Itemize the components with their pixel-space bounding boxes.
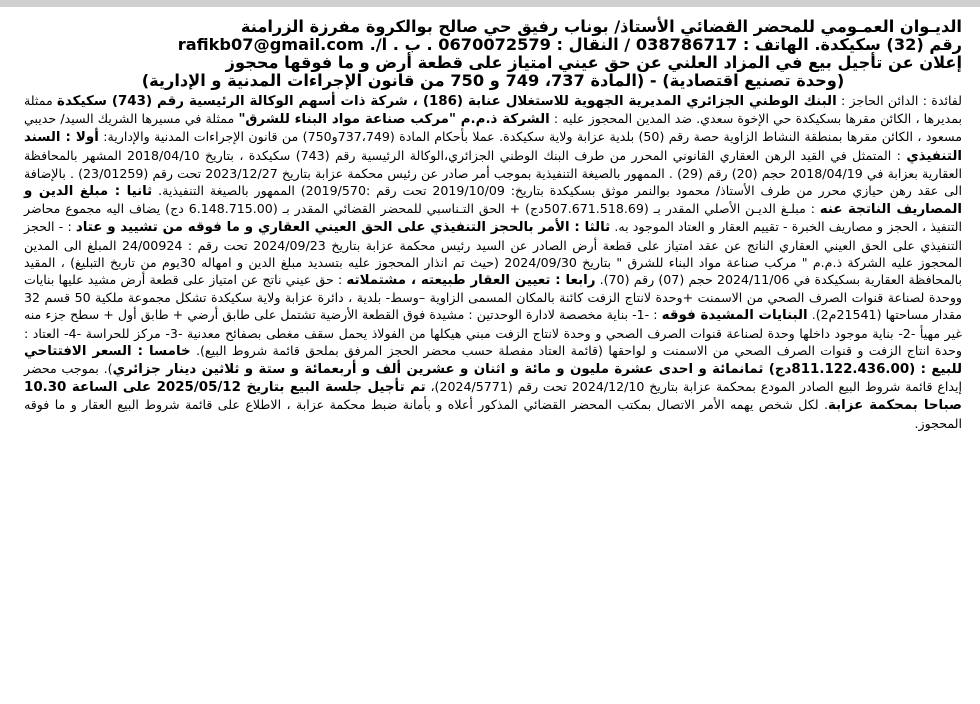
text-run: : مبلـغ الديـن الأصلي المقدر بـ (507.671.518.69دج) + الحق التـناسبي للمحضر القضائي المقدر بـ (6.148.715.00 دج) يضاف اليه مجموع محاضر التنفيذ ، الحجز و مصاريف الخبرة - تقييم العقار و العتاد الموجود به. (24, 201, 963, 235)
bold-text-run: الشركة ذ.م.م "مركب صناعة مواد البناء للشرق" (238, 112, 550, 128)
articles-line: (وحدة تصنيع اقتصادية) - (المادة 737، 749 و 750 من قانون الإجراءات المدنية و الإدارية) (141, 71, 845, 90)
text-run: : -1- بناية مخصصة لادارة الوحدتين : مشيدة فوق القطعة الأرضية تشتمل على طابق أرضي + طابق أول + سطح جزء منه غير مهيأ -2- بناية موجود داخلها وحدة لصناعة قنوات الصرف الصحي و وحدة لانتاج الزفت مبني هيكلها من الفولاذ يحمل سقف مغطى بصفائح معدنية -3- مركز للحراسة -4- العتاد : وحدة انتاج الزفت و قنوات الصرف الصحي من الاسمنت و لواحقها (قائمة العتاد مفصلة حسب محضر الحجز المرفق بملحق قائمة شروط البيع). (24, 307, 963, 358)
legal-notice (24, 18, 962, 698)
text-run: ممثلة في مسيرها الشريك السيد/ حديبي مسعود ، الكائن مقرها بمنطقة النشاط الزاوية حصة رقم (50) بلدية عزابة ولاية سكيكدة. عملا بأحكام المادة (737،749و750) من قانون الإجراءات المدنية والإدارية: (24, 111, 962, 145)
office-line: الديـوان العمـومي للمحضر القضائي الأستاذ/ بوناب رفيق حي صالح بوالكروة مفرزة الزرامنة (240, 17, 962, 36)
bold-text-run: البنك الوطني الجزائري المديرية الجهوية للاستغلال عنابة (186) ، شركة ذات أسهم الوكالة الرئيسية رقم (743) سكيكدة (57, 94, 837, 109)
contact-line (24, 36, 962, 54)
notice-header (24, 18, 962, 90)
top-grey-strip (0, 0, 980, 7)
text-run: : حق عيني ناتج عن امتياز على قطعة أرض مشيد عليها بنايات ووحدة لصناعة قنوات الصرف الصحي من الاسمنت +وحدة لانتاج الزفت كائنة بالمكان المسمى الزاوية –وسط- بلدية ، دائرة عزابة ولاية سكيكدة تشكل مجموعة ملكية 50 قسم 32 مقدار مساحتها (21541م2). (24, 272, 963, 323)
text-run: : - الحجز التنفيذي على الحق العيني العقاري الناتج عن عقد امتياز على قطعة أرض الصادر عن السيد رئيس محكمة عزابة بتاريخ 2024/09/23 تحت رقم : 24/00924 المبلغ الى المدين المحجوز عليه الشركة ذ.م.م " مركب صناعة مواد البناء للشرق " بتاريخ 2024/09/30 (حيث تم انذار المحجوز عليه بتسديد مبلغ الدين و امهاله 30يوم من تاريخ التبليغ) ، المقيد بالمحافظة العقارية بسكيكدة في 2024/11/06 حجم (07) رقم (70). (24, 219, 963, 288)
text-run: لفائدة : الدائن الحاجز : (836, 93, 962, 108)
text-run: . لكل شخص يهمه الأمر الاتصال بمكتب المحضر القضائي المذكور أعلاه و بأمانة ضبط محكمة عزابة ، الاطلاع على قائمة شروط البيع العقار و ما فوقه المحجوز. (24, 397, 962, 431)
bold-text-run: البنايات المشيدة فوقه (661, 308, 808, 324)
notice-body (24, 92, 962, 432)
announcement-title: إعلان عن تأجيل بيع في المزاد العلني عن حق عيني امتياز على قطعة أرض و ما فوقها محجوز (225, 53, 962, 72)
bold-text-run: رابعا : تعيين العقار طبيعته ، مشتملاته (346, 273, 596, 289)
bold-text-run: ثالثا : الأمر بالحجز التنفيذي على الحق العيني العقاري و ما فوقه من تشييد و عتاد (75, 220, 611, 236)
text-run: : المتمثل في القيد الرهن العقاري القانوني المحرر من طرف البنك الوطني الجزائري،الوكالة الرئيسية رقم (743) سكيكدة ، بتاريخ 2018/04/10 المشهر بالمحافظة العقارية بعزابة في 2018/04/19 حجم (20) رقم (29) . الممهور بالصيغة التنفيذية بموجب أمر صادر عن رئيس محكمة عزابة بتاريخ 2023/12/27 تحت رقم (23/01259) . بالإضافة الى عقد رهن حيازي محرر من طرف الأستاذ/ محمود بوالنمر موثق بسكيكدة بتاريخ: 2019/10/09 تحت رقم :2019/570) الممهور بالصيغة التنفيذية. (24, 147, 962, 199)
bold-text-run: أولا : السند التنفيذي (24, 130, 962, 164)
text-run: ). بموجب محضر إيداع قائمة شروط البيع الصادر المودع بمحكمة عزابة بتاريخ 2024/12/10 تحت رقم (2024/5771)، (24, 361, 962, 395)
contact-phones: رقم (32) سكيكدة. الهاتف : 038786717 / النقال : 0670072579 . ب . ا/. (369, 35, 962, 54)
bold-text-run: تم تأجيل جلسة البيع بتاريخ 2025/05/12 على الساعة 10.30 صباحا بمحكمة عزابة (24, 380, 962, 414)
email-address: rafikb07@gmail.com (177, 35, 364, 54)
bold-text-run: خامسا : السعر الافتتاحي للبيع : (811.122.436.00دج) ثمانمائة و احدى عشرة مليون و مائة و اثنان و عشرين ألف و أربعمائة و ستة و ثلاثين دينار جزائري (24, 343, 962, 378)
text-run: ممثلة بمديرها ، الكائن مقرها بسكيكدة حي الإخوة سعدي. ضد المدين المحجوز عليه : (24, 93, 963, 127)
bold-text-run: ثانيا : مبلغ الدين و المصاريف الناتجة عنه (24, 184, 962, 218)
